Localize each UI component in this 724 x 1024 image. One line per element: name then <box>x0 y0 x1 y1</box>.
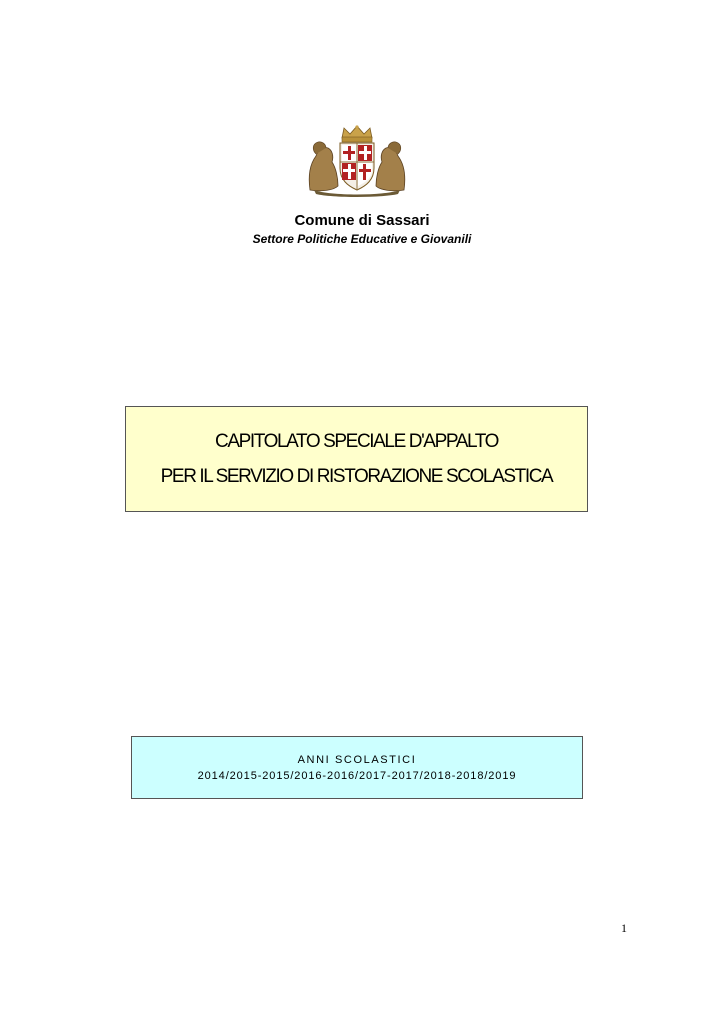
document-title-line-1: CAPITOLATO SPECIALE D'APPALTO <box>215 431 498 452</box>
department-name: Settore Politiche Educative e Giovanili <box>252 232 472 246</box>
school-years-box <box>131 736 583 799</box>
school-years-list: 2014/2015-2015/2016-2016/2017-2017/2018-2018/2019 <box>197 770 517 782</box>
title-box <box>125 406 588 512</box>
organization-name: Comune di Sassari <box>294 212 430 229</box>
coat-of-arms-icon <box>304 124 410 198</box>
document-title-line-2: PER IL SERVIZIO DI RISTORAZIONE SCOLASTICA <box>160 466 553 487</box>
page-number: 1 <box>621 921 627 935</box>
school-years-label: ANNI SCOLASTICI <box>297 754 417 766</box>
